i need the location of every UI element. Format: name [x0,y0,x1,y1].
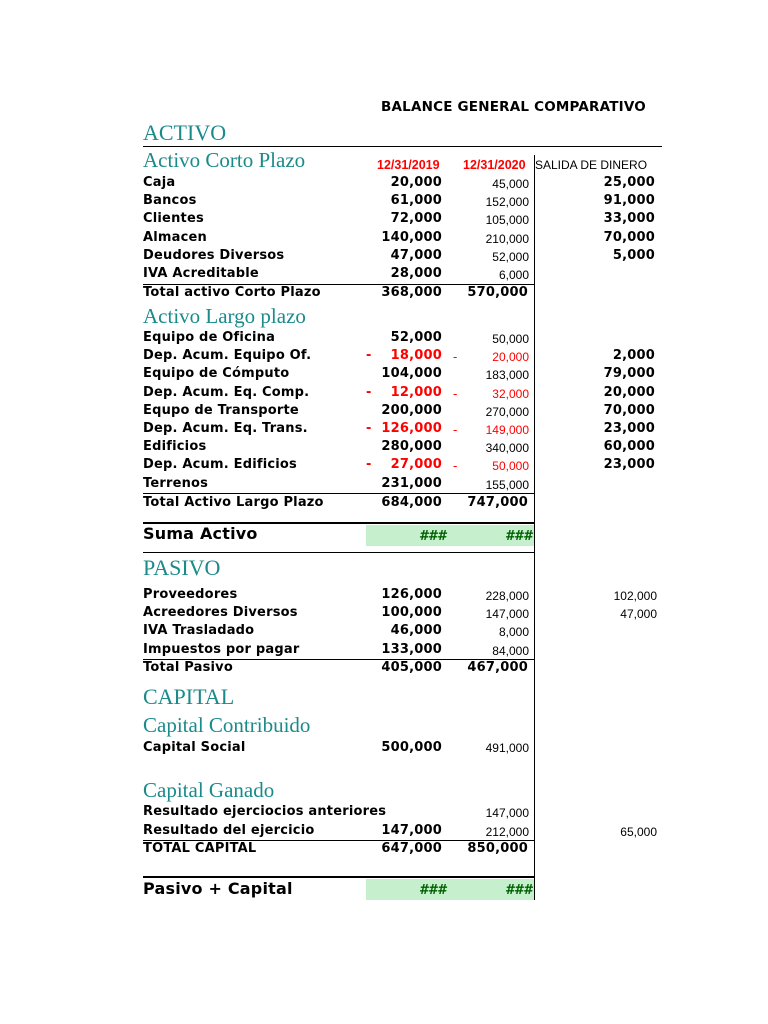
salida-value: 102,000 [613,589,657,603]
value-2019: 61,000 [390,193,442,209]
report-title: BALANCE GENERAL COMPARATIVO [381,99,646,115]
account-label: Bancos [143,193,197,209]
total-largo-2019: 684,000 [381,495,442,510]
value-2020: 20,000 [492,350,529,365]
value-2020: 147,000 [485,806,529,820]
value-2020: 340,000 [485,441,529,456]
value-2020: 50,000 [492,459,529,474]
value-2019: 20,000 [390,175,442,190]
negative-sign-2020: - [453,423,458,437]
salida-value: 91,000 [603,193,655,209]
pasivo-capital-2020: ### [505,883,533,898]
account-label: Edificios [143,439,207,455]
value-2020: 183,000 [485,368,529,383]
pasivo-capital-2019: ### [419,883,447,898]
value-2020: 155,000 [485,477,529,492]
total-pasivo-2020: 467,000 [467,660,528,675]
negative-sign-2019: - [366,457,372,473]
section-activo-corto: Activo Corto Plazo [143,148,306,172]
account-label: Equipo de Cómputo [143,366,290,382]
value-2019: 133,000 [381,641,442,657]
section-activo-largo: Activo Largo plazo [143,304,306,328]
account-label: Terrenos [143,475,209,491]
value-2020: 52,000 [492,249,529,264]
salida-value: 47,000 [620,607,657,622]
capital-social-2020: 491,000 [485,741,529,755]
value-2019: 52,000 [390,330,442,345]
capital-social-2019: 500,000 [381,740,442,755]
value-2019: 200,000 [381,402,442,418]
account-label: Dep. Acum. Eq. Comp. [143,384,310,400]
value-2019: 100,000 [381,605,442,621]
total-corto-2020: 570,000 [467,285,528,300]
capital-social-label: Capital Social [143,740,246,755]
total-capital-2019: 647,000 [381,841,442,856]
total-largo-2020: 747,000 [467,495,528,510]
col-salida-header: SALIDA DE DINERO [535,158,648,172]
account-label: Caja [143,175,176,190]
value-2020: 147,000 [485,607,529,622]
salida-value: 5,000 [612,247,655,263]
value-2019: 126,000 [381,587,442,602]
account-label: IVA Trasladado [143,623,255,639]
account-label: Impuestos por pagar [143,641,300,657]
account-label: Equpo de Transporte [143,402,299,418]
salida-value: 60,000 [603,439,655,455]
negative-sign-2019: - [366,421,372,436]
salida-value: 20,000 [603,384,655,400]
salida-value: 70,000 [603,229,655,245]
value-2019: 280,000 [381,439,442,455]
total-capital-label: TOTAL CAPITAL [143,841,257,856]
account-label: Clientes [143,211,204,227]
value-2020: 50,000 [492,332,529,346]
account-label: Dep. Acum. Edificios [143,457,297,473]
value-2020: 8,000 [498,625,529,640]
value-2020: 149,000 [485,423,529,437]
value-2020: 105,000 [485,213,529,228]
value-2019: 231,000 [381,475,442,491]
salida-value: 65,000 [620,824,657,839]
total-pasivo-label: Total Pasivo [143,660,233,675]
total-largo-label: Total Activo Largo Plazo [143,495,324,510]
value-2020: 270,000 [485,404,529,419]
negative-sign-2020: - [453,459,458,474]
value-2020: 152,000 [485,195,529,210]
value-2020: 84,000 [492,643,529,658]
account-label: Deudores Diversos [143,247,285,263]
negative-sign-2019: - [366,348,372,364]
col-2020-header: 12/31/2020 [463,158,526,172]
value-2019: 72,000 [390,211,442,227]
value-2020: 32,000 [492,386,529,401]
negative-sign-2020: - [453,386,458,401]
account-label: Resultado del ejercicio [143,822,315,838]
salida-value: 33,000 [603,211,655,227]
negative-sign-2020: - [453,350,458,365]
suma-activo-bottom-line [143,552,534,553]
total-corto-label: Total activo Corto Plazo [143,285,321,300]
salida-value: 23,000 [603,457,655,473]
section-capital: CAPITAL [143,684,235,709]
value-2019: 147,000 [381,822,442,838]
suma-activo-2020: ### [505,529,533,544]
pasivo-capital-label: Pasivo + Capital [143,879,293,898]
total-largo-line [143,493,534,494]
value-2020: 210,000 [485,231,529,246]
value-2019: 47,000 [390,247,442,263]
value-2019: 140,000 [381,229,442,245]
value-2019: 12,000 [390,384,442,400]
value-2019: 27,000 [390,457,442,473]
total-pasivo-2019: 405,000 [381,660,442,675]
suma-activo-2019: ### [419,529,447,544]
section-capital-contribuido: Capital Contribuido [143,713,311,737]
value-2019: 46,000 [390,623,442,639]
salida-value: 25,000 [603,175,655,190]
value-2019: 18,000 [390,348,442,364]
account-label: Resultado ejerciocios anteriores [143,804,387,819]
account-label: IVA Acreditable [143,266,259,281]
value-2020: 45,000 [492,177,529,191]
column-divider [534,155,535,900]
account-label: Acreedores Diversos [143,605,298,621]
value-2019: 126,000 [381,421,442,436]
account-label: Dep. Acum. Eq. Trans. [143,421,308,436]
account-label: Dep. Acum. Equipo Of. [143,348,312,364]
value-2019: 28,000 [390,266,442,281]
negative-sign-2019: - [366,384,372,400]
account-label: Almacen [143,229,208,245]
section-pasivo: PASIVO [143,555,221,580]
total-capital-2020: 850,000 [467,841,528,856]
value-2020: 228,000 [485,589,529,603]
value-2020: 212,000 [485,824,529,839]
salida-value: 70,000 [603,402,655,418]
section-activo: ACTIVO [143,120,227,145]
salida-value: 23,000 [603,421,655,436]
value-2020: 6,000 [498,268,529,282]
salida-value: 2,000 [612,348,655,364]
value-2019: 104,000 [381,366,442,382]
account-label: Proveedores [143,587,238,602]
col-2019-header: 12/31/2019 [377,158,440,172]
account-label: Equipo de Oficina [143,330,276,345]
title-underline [143,146,662,147]
total-corto-2019: 368,000 [381,285,442,300]
salida-value: 79,000 [603,366,655,382]
pasivo-capital-top-line [143,876,534,878]
suma-activo-label: Suma Activo [143,524,258,543]
section-capital-ganado: Capital Ganado [143,778,275,802]
